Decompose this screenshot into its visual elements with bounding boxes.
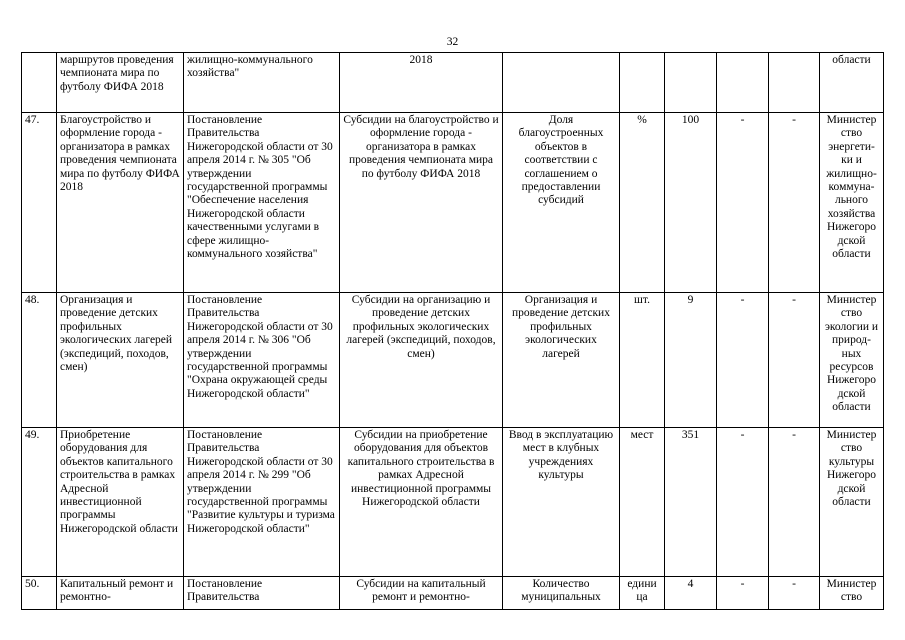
cell-ministry: Министер ство (820, 577, 884, 610)
cell-number (22, 53, 57, 113)
cell-number: 47. (22, 113, 57, 293)
cell-unit: мест (620, 428, 665, 577)
cell-col8: - (717, 428, 769, 577)
cell-subsidy: Субсидии на благоустройство и оформление города - организатора в рамках проведения чемпионата мира по футболу ФИФА 2018 (340, 113, 503, 293)
cell-col8: - (717, 577, 769, 610)
cell-legal-basis: жилищно-коммунального хозяйства" (184, 53, 340, 113)
cell-indicator (503, 53, 620, 113)
cell-unit: едини ца (620, 577, 665, 610)
cell-col9: - (769, 293, 820, 428)
cell-ministry: Министер ство энергети- ки и жилищно- коммуна- льного хозяйства Нижегоро дской области (820, 113, 884, 293)
cell-indicator: Количество муниципальных (503, 577, 620, 610)
cell-number: 50. (22, 577, 57, 610)
table-row (22, 577, 884, 610)
cell-legal-basis: Постановление Правительства (184, 577, 340, 610)
cell-indicator: Доля благоустроенных объектов в соответствии с соглашением о предоставлении субсидий (503, 113, 620, 293)
cell-legal-basis: Постановление Правительства Нижегородской области от 30 апреля 2014 г. № 305 "Об утверждении государственной программы "Обеспечение населения Нижегородской области качественными услугами в сфере жилищно-коммунального хозяйства" (184, 113, 340, 293)
cell-indicator: Ввод в эксплуатацию мест в клубных учреждениях культуры (503, 428, 620, 577)
cell-indicator: Организация и проведение детских профильных экологических лагерей (503, 293, 620, 428)
cell-value: 351 (665, 428, 717, 577)
cell-event-name: Капитальный ремонт и ремонтно- (57, 577, 184, 610)
cell-subsidy: Субсидии на организацию и проведение детских профильных экологических лагерей (экспедиций, походов, смен) (340, 293, 503, 428)
cell-event-name: маршрутов проведения чемпионата мира по футболу ФИФА 2018 (57, 53, 184, 113)
cell-legal-basis: Постановление Правительства Нижегородской области от 30 апреля 2014 г. № 306 "Об утверждении государственной программы "Охрана окружающей среды Нижегородской области" (184, 293, 340, 428)
cell-col9 (769, 53, 820, 113)
cell-col9: - (769, 113, 820, 293)
table-row (22, 293, 884, 428)
cell-subsidy: 2018 (340, 53, 503, 113)
table-row (22, 428, 884, 577)
cell-event-name: Организация и проведение детских профильных экологических лагерей (экспедиций, походов, смен) (57, 293, 184, 428)
cell-number: 48. (22, 293, 57, 428)
cell-col8 (717, 53, 769, 113)
cell-value: 4 (665, 577, 717, 610)
cell-unit: шт. (620, 293, 665, 428)
cell-unit: % (620, 113, 665, 293)
cell-ministry: Министер ство экологии и природ- ных ресурсов Нижегоро дской области (820, 293, 884, 428)
cell-value (665, 53, 717, 113)
cell-col8: - (717, 293, 769, 428)
page-number: 32 (446, 36, 459, 48)
table-row-continuation (22, 53, 884, 113)
subsidies-table (21, 52, 884, 610)
cell-value: 9 (665, 293, 717, 428)
cell-legal-basis: Постановление Правительства Нижегородской области от 30 апреля 2014 г. № 299 "Об утверждении государственной программы "Развитие культуры и туризма Нижегородской области" (184, 428, 340, 577)
cell-col8: - (717, 113, 769, 293)
cell-col9: - (769, 428, 820, 577)
cell-subsidy: Субсидии на приобретение оборудования для объектов капитального строительства в рамках Адресной инвестиционной программы Нижегородской области (340, 428, 503, 577)
cell-col9: - (769, 577, 820, 610)
cell-event-name: Приобретение оборудования для объектов капитального строительства в рамках Адресной инвестиционной программы Нижегородской области (57, 428, 184, 577)
cell-number: 49. (22, 428, 57, 577)
cell-subsidy: Субсидии на капитальный ремонт и ремонтно- (340, 577, 503, 610)
cell-ministry: области (820, 53, 884, 113)
table-row (22, 113, 884, 293)
cell-event-name: Благоустройство и оформление города - организатора в рамках проведения чемпионата мира по футболу ФИФА 2018 (57, 113, 184, 293)
cell-value: 100 (665, 113, 717, 293)
cell-ministry: Министер ство культуры Нижегоро дской области (820, 428, 884, 577)
cell-unit (620, 53, 665, 113)
